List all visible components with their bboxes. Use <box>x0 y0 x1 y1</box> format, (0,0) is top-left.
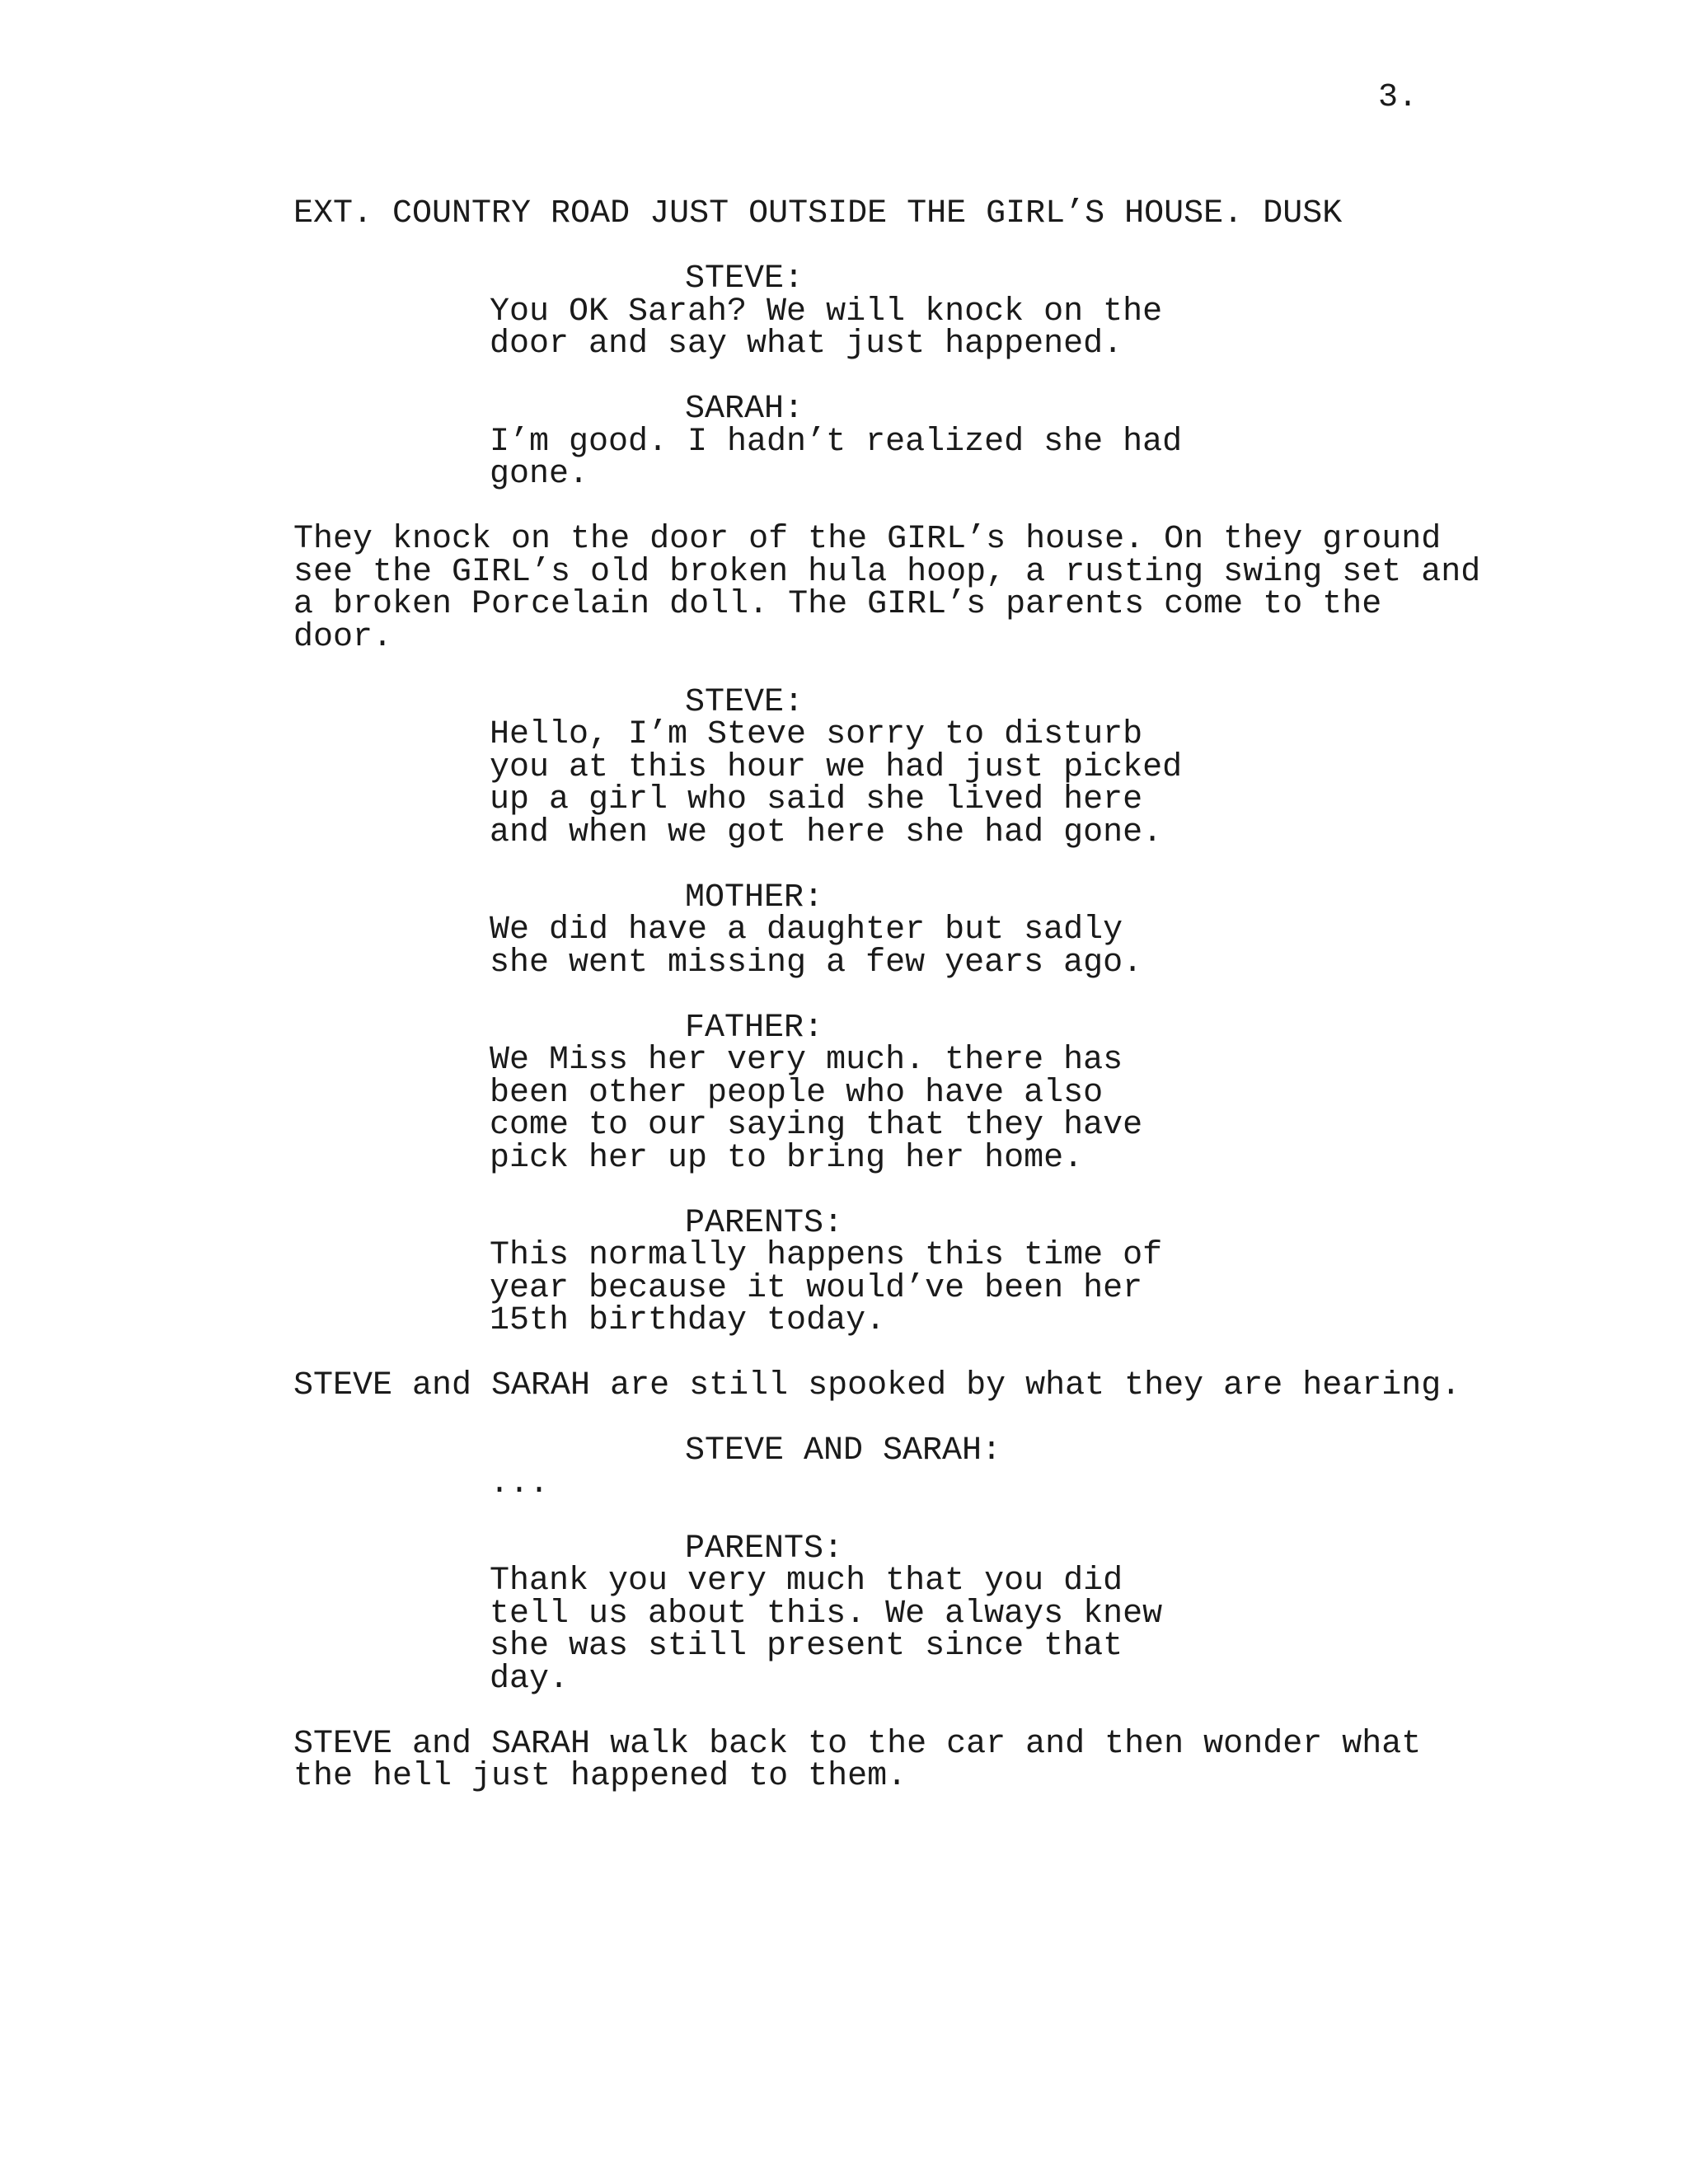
dialogue-line: This normally happens this time of <box>490 1237 1163 1274</box>
page-number: 3. <box>1378 79 1418 116</box>
action-line: the hell just happened to them. <box>293 1758 907 1795</box>
character-name: SARAH: <box>685 391 804 428</box>
dialogue-line: come to our saying that they have <box>490 1107 1143 1144</box>
dialogue-line: I’m good. I hadn’t realized she had <box>490 423 1183 461</box>
action-block <box>293 1725 1530 1795</box>
character-name: PARENTS: <box>685 1530 844 1568</box>
dialogue-line: 15th birthday today. <box>490 1302 886 1339</box>
action-line: see the GIRL’s old broken hula hoop, a rusting swing set and <box>293 553 1481 591</box>
dialogue-block <box>293 879 1530 982</box>
character-name: STEVE: <box>685 260 804 298</box>
screenplay-body <box>293 195 1530 1825</box>
dialogue-line: Thank you very much that you did <box>490 1563 1123 1600</box>
dialogue-line: she went missing a few years ago. <box>490 944 1143 982</box>
dialogue-line: tell us about this. We always knew <box>490 1595 1163 1633</box>
dialogue-line: Hello, I’m Steve sorry to disturb <box>490 716 1143 753</box>
dialogue-block <box>293 1432 1530 1502</box>
dialogue-block <box>293 393 1530 491</box>
action-line: door. <box>293 618 393 656</box>
dialogue-line: you at this hour we had just picked <box>490 748 1183 786</box>
dialogue-block <box>293 1009 1530 1177</box>
dialogue-line: she was still present since that <box>490 1628 1123 1665</box>
action-line: a broken Porcelain doll. The GIRL’s parents come to the <box>293 586 1382 623</box>
dialogue-line: up a girl who said she lived here <box>490 781 1143 818</box>
character-name: PARENTS: <box>685 1204 844 1242</box>
dialogue-line: gone. <box>490 456 589 493</box>
action-line: STEVE and SARAH are still spooked by what they are hearing. <box>293 1367 1461 1404</box>
dialogue-line: day. <box>490 1660 570 1698</box>
dialogue-line: ... <box>490 1465 550 1502</box>
dialogue-line: door and say what just happened. <box>490 326 1123 363</box>
character-name: FATHER: <box>685 1009 824 1047</box>
dialogue-block <box>293 1530 1530 1698</box>
dialogue-line: You OK Sarah? We will knock on the <box>490 293 1163 330</box>
dialogue-line: been other people who have also <box>490 1074 1104 1112</box>
character-name: MOTHER: <box>685 879 824 916</box>
dialogue-line: pick her up to bring her home. <box>490 1139 1084 1177</box>
action-block <box>293 523 1530 654</box>
dialogue-line: We Miss her very much. there has <box>490 1042 1123 1079</box>
dialogue-block <box>293 1204 1530 1339</box>
action-line: They knock on the door of the GIRL’s house. On they ground <box>293 521 1442 558</box>
dialogue-line: year because it would’ve been her <box>490 1269 1143 1307</box>
character-name: STEVE: <box>685 683 804 721</box>
scene-heading: EXT. COUNTRY ROAD JUST OUTSIDE THE GIRL’S HOUSE. DUSK <box>293 195 1343 232</box>
dialogue-block <box>293 683 1530 851</box>
dialogue-line: We did have a daughter but sadly <box>490 912 1123 949</box>
character-name: STEVE AND SARAH: <box>685 1432 1002 1469</box>
dialogue-block <box>293 260 1530 363</box>
action-block <box>293 1367 1530 1404</box>
action-line: STEVE and SARAH walk back to the car and then wonder what <box>293 1725 1422 1763</box>
dialogue-line: and when we got here she had gone. <box>490 813 1163 851</box>
